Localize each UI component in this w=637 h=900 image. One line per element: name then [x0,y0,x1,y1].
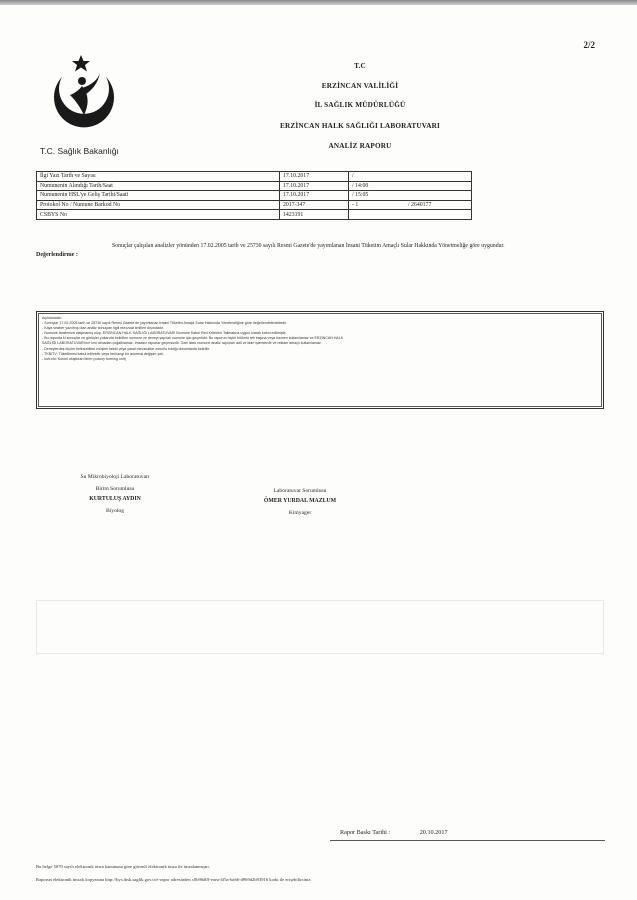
row-part3 [405,210,472,220]
row-label: Numunenin HSL'ye Geliş Tarihi/Saati [37,191,280,201]
table-row [37,181,472,191]
signature-name: ÖMER YURDAL MAZLUM [263,498,337,504]
signature-name: KURTULUŞ AYDIN [89,496,141,502]
notes-line: - Bu raporda ki sonuçlar ve görüşler yukarıda belirtilen numune ve deneyi yapılan numune için geçerlidir. Bu raporun hiçbir bölümü tek başına veya kısmen kullanılamaz ve ERZİNCAN HALK [42,336,344,341]
notes-line: - Deneylerdeş ölçüm belirsizlikleri müşteri talebi veya yasal mevzuatlar zorunlu kıldığı durumlarda belirtilir. [42,346,210,351]
ministry-name: T.C. Sağlık Bakanlığı [40,146,119,156]
header-valilik: ERZİNCAN VALİLİĞİ [321,82,399,90]
row-label: CSBYS No [37,210,280,220]
row-label: İlgi Yazı Tarih ve Sayısı [37,172,280,182]
row-part2: / 14:00 [349,181,406,191]
notes-line: - Numune tarafımıza ulaşmamış olup, ERZİNCAN HALK SAĞLIĞI LABORATUVARI Numune Kabul Red Kriterleri Talimatına uygun olarak kabul edilmiştir. [42,331,287,336]
signature-role: Laboratuvar Sorumlusu [273,488,327,494]
page-number: 2/2 [583,40,595,50]
row-part2: / [349,172,406,182]
notes-line: SAĞLIĞI LABORATUVARI'nın izni olmadan çoğaltılamaz. İmzasız raporlar geçersizdir. Özel istek numune analiz raporları adli ve idari işlemlerde ve reklam amaçlı kullanılamaz. [42,341,322,346]
row-part3: / 2640177 [405,200,472,210]
evaluation-label: Değerlendirme : [36,252,78,258]
sample-info-table [36,171,472,220]
notes-line: - koh:cfu: Koloni oluşturan birim (colony forming unit) [42,356,126,361]
header-lab: ERZİNCAN HALK SAĞLIĞI LABORATUVARI [279,122,441,130]
row-value: 2017-347 [280,200,349,210]
row-part3 [405,181,472,191]
report-print-date [340,829,448,836]
row-value: 17.10.2017 [280,181,349,191]
notes-box [36,311,604,409]
ministry-logo [48,55,118,150]
footer-e-signature-note: Bu belge 5070 sayılı elektronik imza kanununa göre güvenli elektronik imza ile imzalanmıştır. [36,864,210,869]
faint-bleedthrough-box [36,600,604,654]
table-row [37,191,472,201]
row-part2 [349,210,406,220]
evaluation-text: Sonuçlar çalışılan analizler yönünden 17.02.2005 tarih ve 25730 sayılı Resmi Gazete'de yayımlanan İnsani Tüketim Amaçlı Sular Hakkında Yönetmeliğe göre uygundur. [112,243,505,249]
signature-unit: Su Mikrobiyoloji Laboratuvarı [80,474,150,480]
footer-rule [330,840,605,841]
signature-block-chemist [225,488,375,516]
row-label: Numunenin Alındığı Tarih/Saat [37,181,280,191]
notes-line: - TKBİTV: Tüketilmesi kabul edilebilir veya herhangi bir anormal değişim yok. [42,351,164,356]
notes-line: - Sonuçlar 17.02.2005 tarih ve 25730 sayılı Resmi Gazete'de yayımlanan İnsani Tüketim Amaçlı Sular Hakkında Yönetmeliğine göre değerlendirilmektedir. [42,321,288,326]
scan-top-edge [0,0,637,5]
header-report-title: ANALİZ RAPORU [328,142,392,150]
row-part3 [405,191,472,201]
signature-block-biologist [40,474,190,514]
header-tc: T.C [354,62,366,70]
row-part2: / 15:05 [349,191,406,201]
report-date-value: 20.10.2017 [419,829,448,836]
header-mudurluk: İL SAĞLIK MÜDÜRLÜĞÜ [314,101,406,109]
report-date-label: Rapor Baskı Tarihi : [340,829,391,836]
star-icon [72,55,90,72]
row-value: 17.10.2017 [280,191,349,201]
notes-line: Açıklamalar: [42,316,62,320]
row-part3 [405,172,472,182]
signature-role: Birim Sorumlusu [95,486,135,492]
row-value: 1423191 [280,210,349,220]
table-row [37,210,472,220]
row-part2: - 1 [349,200,406,210]
signature-title: Biyolog [105,508,125,514]
footer-e-report-link: Raporun elektronik imzalı kopyasına http://hys.thsk.saglik.gov.tr/e-rapor adresinden c0b96d0f-eaea-4f5a-bab6-d969d2b93916 kodu ile erişebilirsiniz. [36,877,312,882]
row-label: Protokol No / Numune Barkod No [37,200,280,210]
signature-title: Kimyager [288,510,312,516]
row-value: 17.10.2017 [280,172,349,182]
table-row [37,200,472,210]
table-row [37,172,472,182]
notes-line: - Kaya veaber yazılmış olan analiz sonuçları ilgili mevzuat limitleri dışındadır. [42,326,164,331]
